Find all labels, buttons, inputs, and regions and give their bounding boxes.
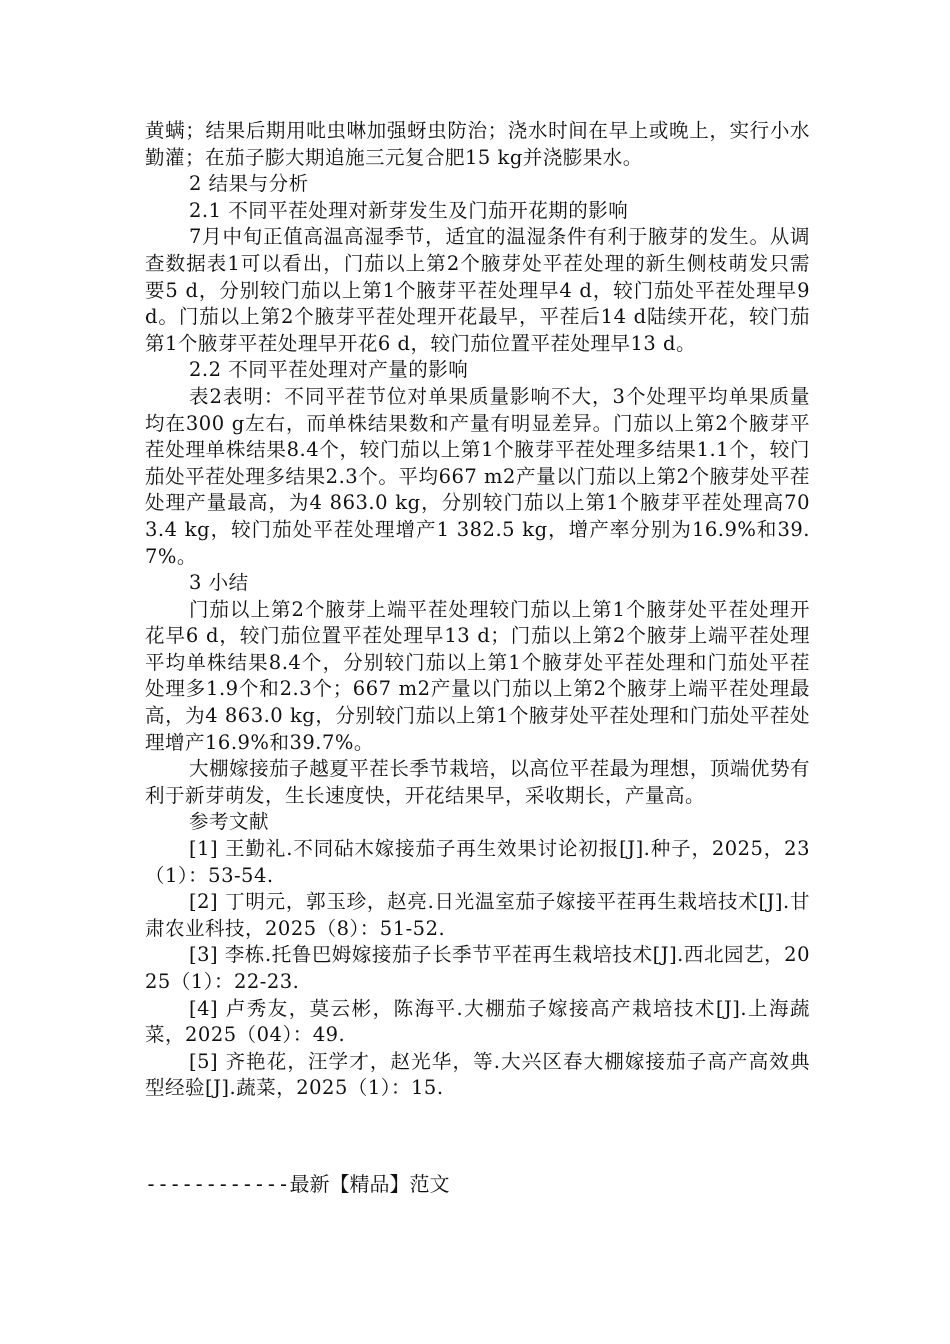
subsection-heading-2-1: 2.1 不同平茬处理对新芽发生及门茄开花期的影响 [189,198,629,222]
section-heading-2: 2 结果与分析 [189,172,309,196]
section-heading-3: 3 小结 [189,571,249,595]
paragraph-2-1: 7月中旬正值高温高湿季节，适宜的温湿条件有利于腋芽的发生。从调查数据表1可以看出，门茄以上第2个腋芽处平茬处理的新生侧枝萌发只需要5 d，分别较门茄以上第1个腋芽平茬处理早4 d，较门茄处平茬处理早9 d。门茄以上第2个腋芽平茬处理开花最早，平茬后14 d陆续开花，较门茄第1个腋芽平茬处理早开花6 d，较门茄位置平茬处理早13 d。 [145,225,810,355]
reference-item: [1] 王勤礼.不同砧木嫁接茄子再生效果讨论初报[J].种子，2025，23（1）：53-54. [145,837,810,887]
page-footer [145,1168,450,1197]
subsection-heading-2-2: 2.2 不同平茬处理对产量的影响 [189,358,469,382]
reference-item: [2] 丁明元，郭玉珍，赵亮.日光温室茄子嫁接平茬再生栽培技术[J].甘肃农业科技，2025（8）：51-52. [145,890,810,940]
paragraph-3-1: 门茄以上第2个腋芽上端平茬处理较门茄以上第1个腋芽处平茬处理开花早6 d，较门茄位置平茬处理早13 d；门茄以上第2个腋芽上端平茬处理平均单株结果8.4个，分别较门茄以上第1个腋芽处平茬处理和门茄处平茬处理多1.9个和2.3个；667 m2产量以门茄以上第2个腋芽上端平茬处理最高，为4 863.0 kg，分别较门茄以上第1个腋芽处平茬处理和门茄处平茬处理增产16.9%和39.7%。 [145,597,810,754]
reference-item: [3] 李栋.托鲁巴姆嫁接茄子长季节平茬再生栽培技术[J].西北园艺，2025（1）：22-23. [145,943,810,993]
footer-dashes: ------------ [145,1172,290,1196]
paragraph-3-2: 大棚嫁接茄子越夏平茬长季节栽培，以高位平茬最为理想，顶端优势有利于新芽萌发，生长速度快，开花结果早，采收期长，产量高。 [145,757,810,807]
footer-text: 最新【精品】范文 [289,1172,450,1196]
reference-item: [5] 齐艳花，汪学才，赵光华，等.大兴区春大棚嫁接茄子高产高效典型经验[J].蔬菜，2025（1）：15. [145,1049,810,1100]
references-heading: 参考文献 [189,810,270,834]
paragraph-2-2: 表2表明：不同平茬节位对单果质量影响不大，3个处理平均单果质量均在300 g左右，而单株结果数和产量有明显差异。门茄以上第2个腋芽平茬处理单株结果8.4个，较门茄以上第1个腋芽平茬处理多结果1.1个，较门茄处平茬处理多结果2.3个。平均667 m2产量以门茄以上第2个腋芽处平茬处理产量最高，为4 863.0 kg，分别较门茄以上第1个腋芽平茬处理高703.4 kg，较门茄处平茬处理增产1 382.5 kg，增产率分别为16.9%和39.7%。 [145,384,810,568]
paragraph-continued: 黄螨；结果后期用吡虫啉加强蚜虫防治；浇水时间在早上或晚上，实行小水勤灌；在茄子膨大期追施三元复合肥15 kg并浇膨果水。 [145,119,810,169]
document-body [145,118,810,1102]
reference-item: [4] 卢秀友，莫云彬，陈海平.大棚茄子嫁接高产栽培技术[J].上海蔬菜，2025（04）：49. [145,996,810,1047]
